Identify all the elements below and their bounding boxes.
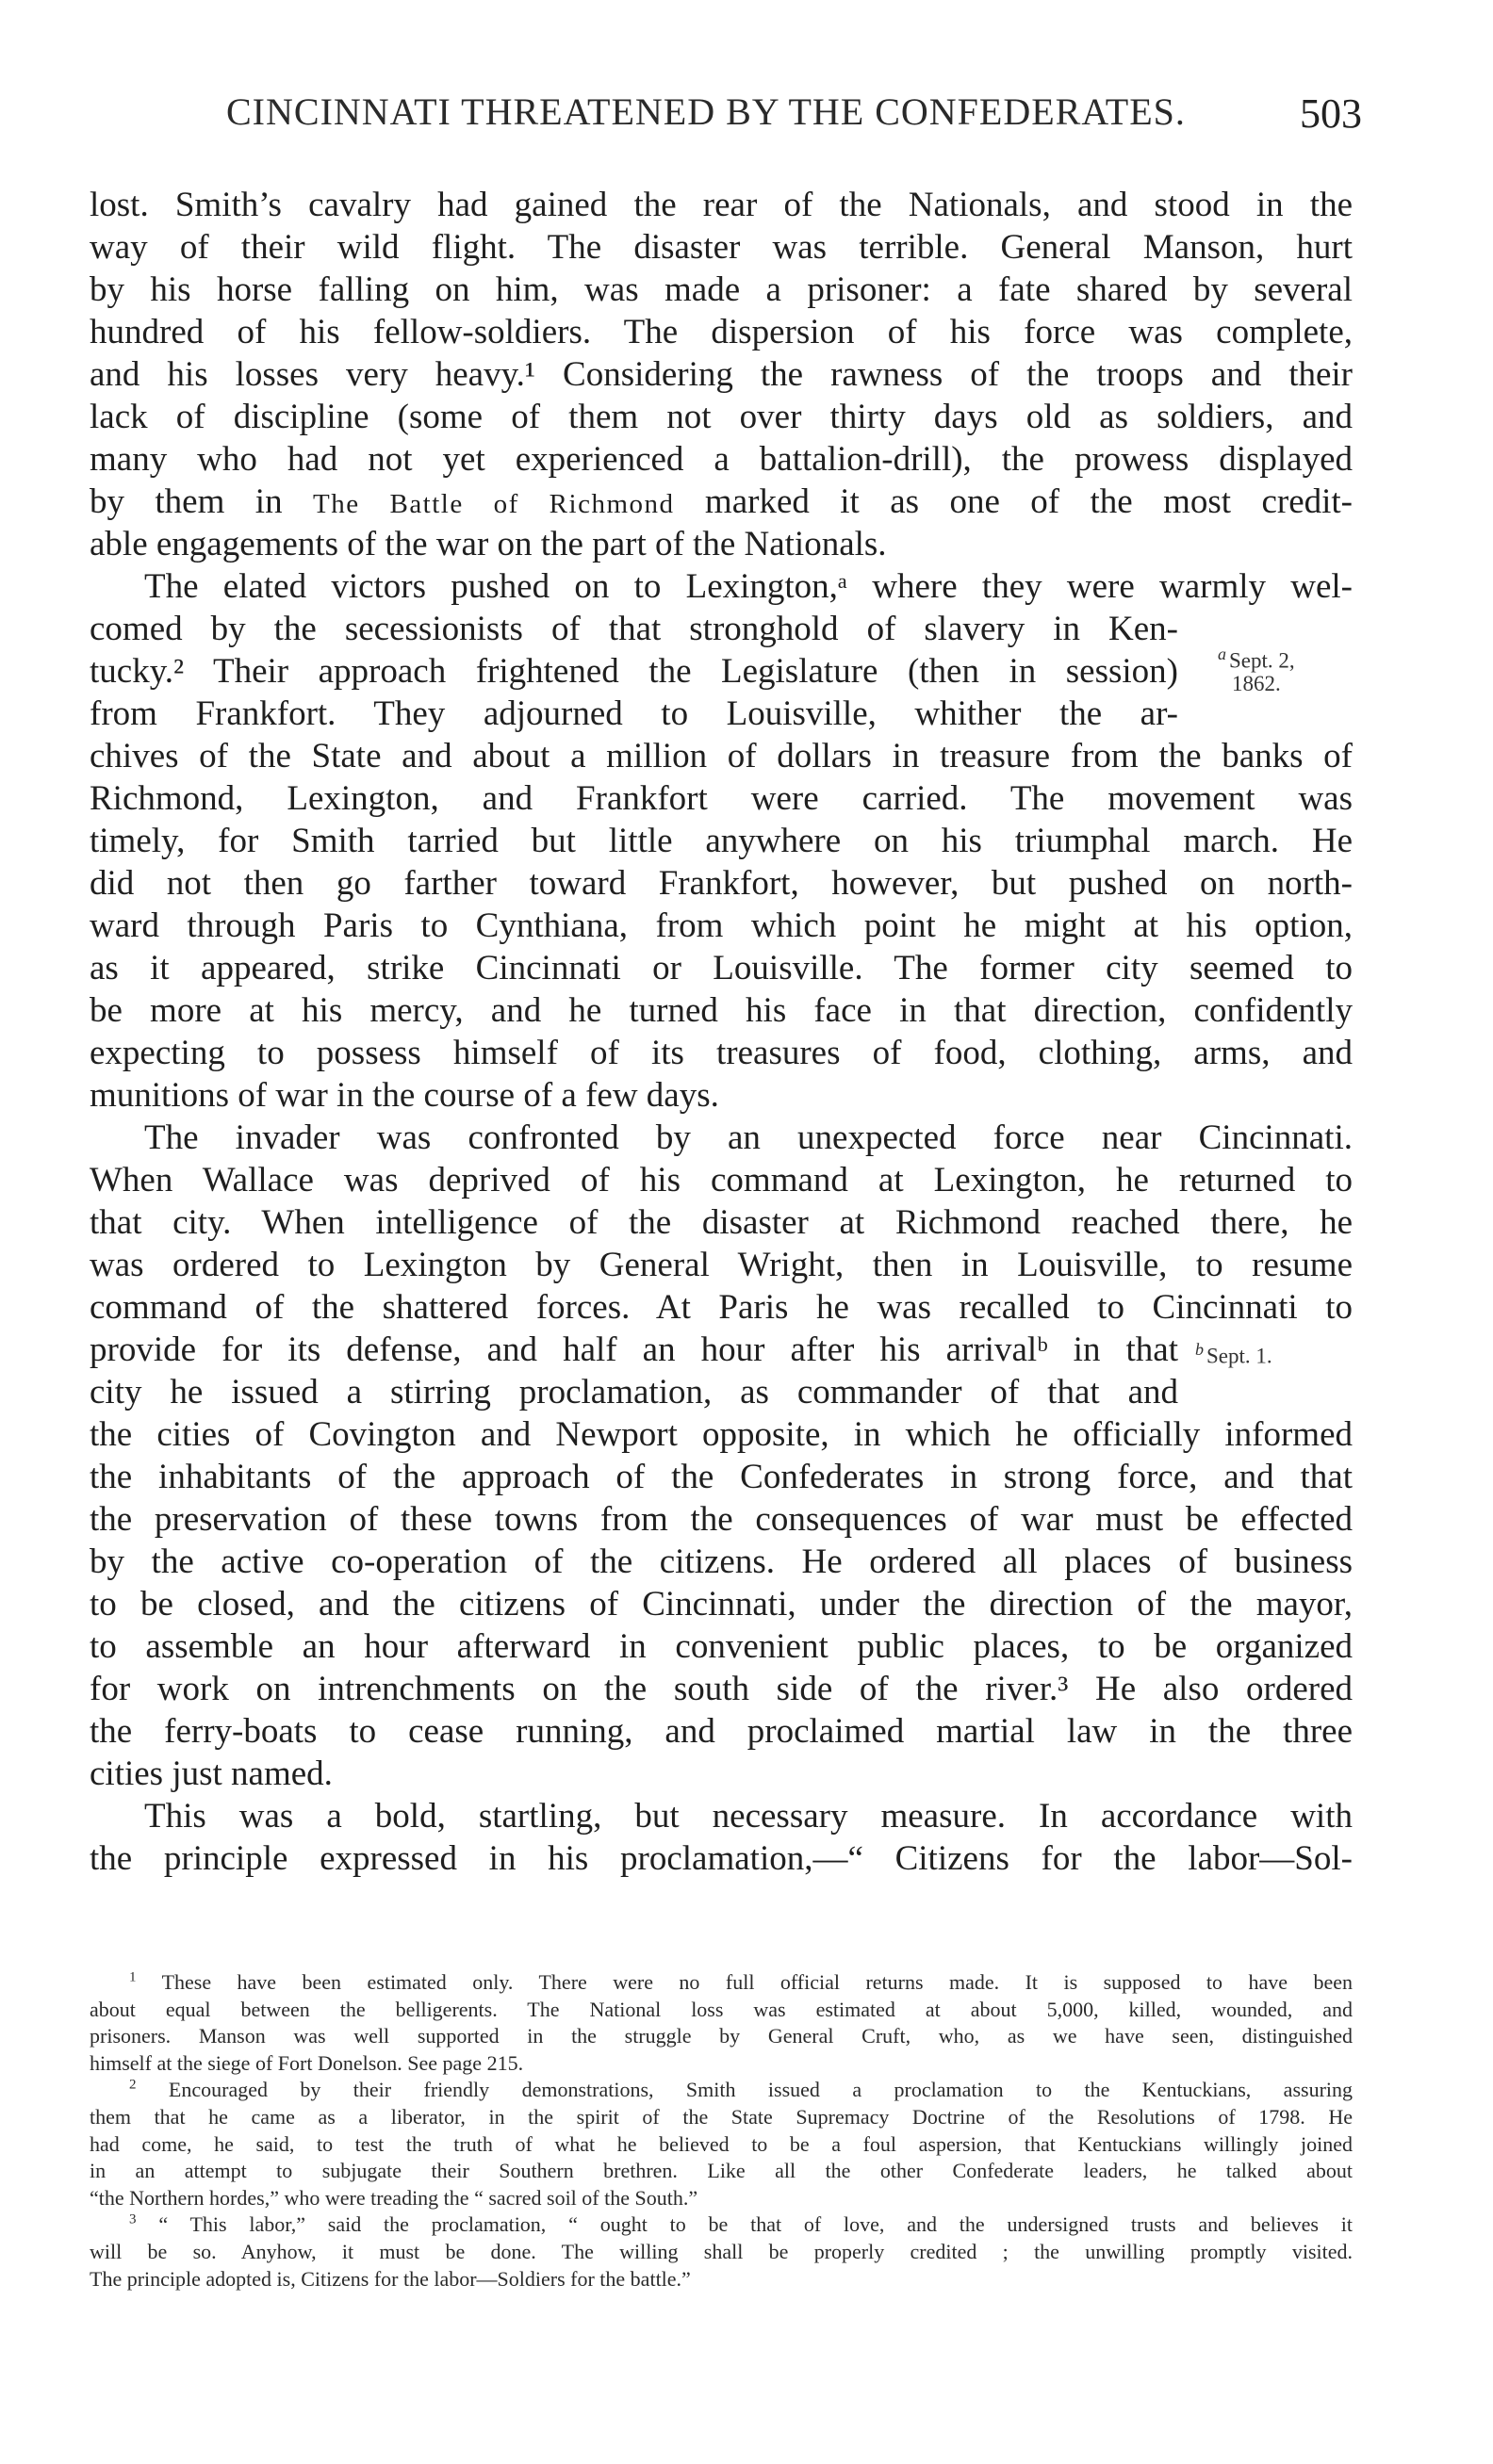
footnote-line: will be so. Anyhow, it must be done. The willing shall be properly credited ; the unwilling promptly visited. [90, 2239, 1353, 2263]
margin-note-a [1218, 643, 1295, 695]
text-line: to assemble an hour afterward in convenient public places, to be organized [90, 1627, 1353, 1666]
text-line: by his horse falling on him, was made a prisoner: a fate shared by several [90, 270, 1353, 309]
footnote-line: about equal between the belligerents. The National loss was estimated at about 5,000, killed, wounded, and [90, 1997, 1353, 2021]
margin-note-year: 1862. [1231, 671, 1281, 695]
text-line: The elated victors pushed on to Lexington,ᵃ where they were warmly wel- [144, 567, 1353, 606]
running-title: CINCINNATI THREATENED BY THE CONFEDERATES. [226, 90, 1186, 133]
footnote-text: These have been estimated only. There were no full official returns made. It is supposed to have been [161, 1970, 1353, 1994]
text-line: lost. Smith’s cavalry had gained the rear of the Nationals, and stood in the [90, 186, 1353, 224]
text-line: did not then go farther toward Frankfort, however, but pushed on north- [90, 864, 1353, 903]
margin-note-mark: a [1218, 645, 1226, 663]
footnote-text: “ This labor,” said the proclamation, “ ought to be that of love, and the undersigned trusts and believes it [158, 2212, 1354, 2237]
footnote-number: 2 [129, 2078, 137, 2094]
text-line-end: marked it as one of the most credit- [704, 482, 1354, 521]
footnote-line: them that he came as a liberator, in the spirit of the State Supremacy Doctrine of the Resolutions of 1798. He [90, 2104, 1353, 2129]
text-line: hundred of his fellow-soldiers. The dispersion of his force was complete, [90, 313, 1353, 351]
text-line-start: by them in [90, 482, 283, 521]
text-line: Richmond, Lexington, and Frankfort were carried. The movement was [90, 779, 1353, 818]
margin-note-mark: b [1195, 1340, 1204, 1359]
text-line: provide for its defense, and half an hour after his arrivalᵇ in that [90, 1330, 1178, 1369]
text-line: be more at his mercy, and he turned his face in that direction, confidently [90, 991, 1353, 1030]
text-line: This was a bold, startling, but necessary measure. In accordance with [144, 1797, 1353, 1836]
text-line: as it appeared, strike Cincinnati or Louisville. The former city seemed to [90, 949, 1353, 987]
footnote-line: prisoners. Manson was well supported in the struggle by General Cruft, who, as we have seen, distinguished [90, 2024, 1353, 2048]
text-line: way of their wild flight. The disaster was terrible. General Manson, hurt [90, 228, 1353, 267]
text-line: the preservation of these towns from the consequences of war must be effected [90, 1500, 1353, 1539]
text-line: ward through Paris to Cynthiana, from which point he might at his option, [90, 906, 1353, 945]
battle-title-small-caps: The Battle of Richmond [312, 489, 675, 519]
footnote-line: The principle adopted is, Citizens for the labor—Soldiers for the battle.” [90, 2266, 691, 2291]
text-line: cities just named. [90, 1754, 333, 1793]
text-line: munitions of war in the course of a few days. [90, 1076, 719, 1115]
text-line: chives of the State and about a million of dollars in treasure from the banks of [90, 737, 1353, 775]
text-line: by the active co-operation of the citizens. He ordered all places of business [90, 1542, 1353, 1581]
text-line: able engagements of the war on the part of the Nationals. [90, 525, 887, 563]
footnote-line: “the Northern hordes,” who were treading the “ sacred soil of the South.” [90, 2185, 698, 2210]
text-line: comed by the secessionists of that stronghold of slavery in Ken- [90, 610, 1178, 648]
text-line: When Wallace was deprived of his command at Lexington, he returned to [90, 1161, 1353, 1199]
footnote-line: in an attempt to subjugate their Southern brethren. Like all the other Confederate leaders, he talked about [90, 2159, 1353, 2183]
text-line: city he issued a stirring proclamation, as commander of that and [90, 1373, 1178, 1411]
footnote-number: 3 [129, 2212, 137, 2228]
footnote-line [90, 2077, 1353, 2104]
text-line: expecting to possess himself of its treasures of food, clothing, arms, and [90, 1034, 1353, 1072]
text-line: to be closed, and the citizens of Cincinnati, under the direction of the mayor, [90, 1585, 1353, 1624]
text-line: was ordered to Lexington by General Wright, then in Louisville, to resume [90, 1246, 1353, 1284]
footnote-line [90, 2211, 1353, 2239]
text-line: for work on intrenchments on the south side of the river.³ He also ordered [90, 1670, 1353, 1708]
text-line: command of the shattered forces. At Paris he was recalled to Cincinnati to [90, 1288, 1353, 1327]
text-line: the principle expressed in his proclamation,—“ Citizens for the labor—Sol- [90, 1839, 1353, 1878]
footnote-text: Encouraged by their friendly demonstrations, Smith issued a proclamation to the Kentuckians, assuring [168, 2078, 1354, 2102]
margin-note-date: Sept. 1. [1206, 1344, 1272, 1368]
footnote-line: had come, he said, to test the truth of what he believed to be a foul aspersion, that Kentuckians willingly joined [90, 2131, 1353, 2156]
text-line: tucky.² Their approach frightened the Legislature (then in session) [90, 652, 1178, 691]
margin-note-date: Sept. 2, [1229, 648, 1295, 673]
text-line: that city. When intelligence of the disaster at Richmond reached there, he [90, 1203, 1353, 1242]
text-line-battle-title [90, 481, 1353, 523]
margin-note-b [1195, 1338, 1272, 1368]
text-line: timely, for Smith tarried but little anywhere on his triumphal march. He [90, 822, 1353, 860]
text-line: the inhabitants of the approach of the Confederates in strong force, and that [90, 1458, 1353, 1496]
text-line: from Frankfort. They adjourned to Louisville, whither the ar- [90, 694, 1178, 733]
footnote-line [90, 1969, 1353, 1997]
page-header [226, 90, 1362, 146]
text-line: lack of discipline (some of them not over thirty days old as soldiers, and [90, 398, 1353, 436]
page-number: 503 [1300, 90, 1362, 137]
footnotes [90, 1969, 1353, 2293]
body-text [90, 184, 1353, 1880]
text-line: many who had not yet experienced a battalion-drill), the prowess displayed [90, 440, 1353, 479]
footnote-line: himself at the siege of Fort Donelson. See page 215. [90, 2050, 524, 2075]
text-line: the cities of Covington and Newport opposite, in which he officially informed [90, 1415, 1353, 1454]
text-line: and his losses very heavy.¹ Considering the rawness of the troops and their [90, 355, 1353, 394]
text-line: the ferry-boats to cease running, and proclaimed martial law in the three [90, 1712, 1353, 1751]
footnote-number: 1 [129, 1969, 137, 1985]
text-line: The invader was confronted by an unexpected force near Cincinnati. [144, 1118, 1353, 1157]
